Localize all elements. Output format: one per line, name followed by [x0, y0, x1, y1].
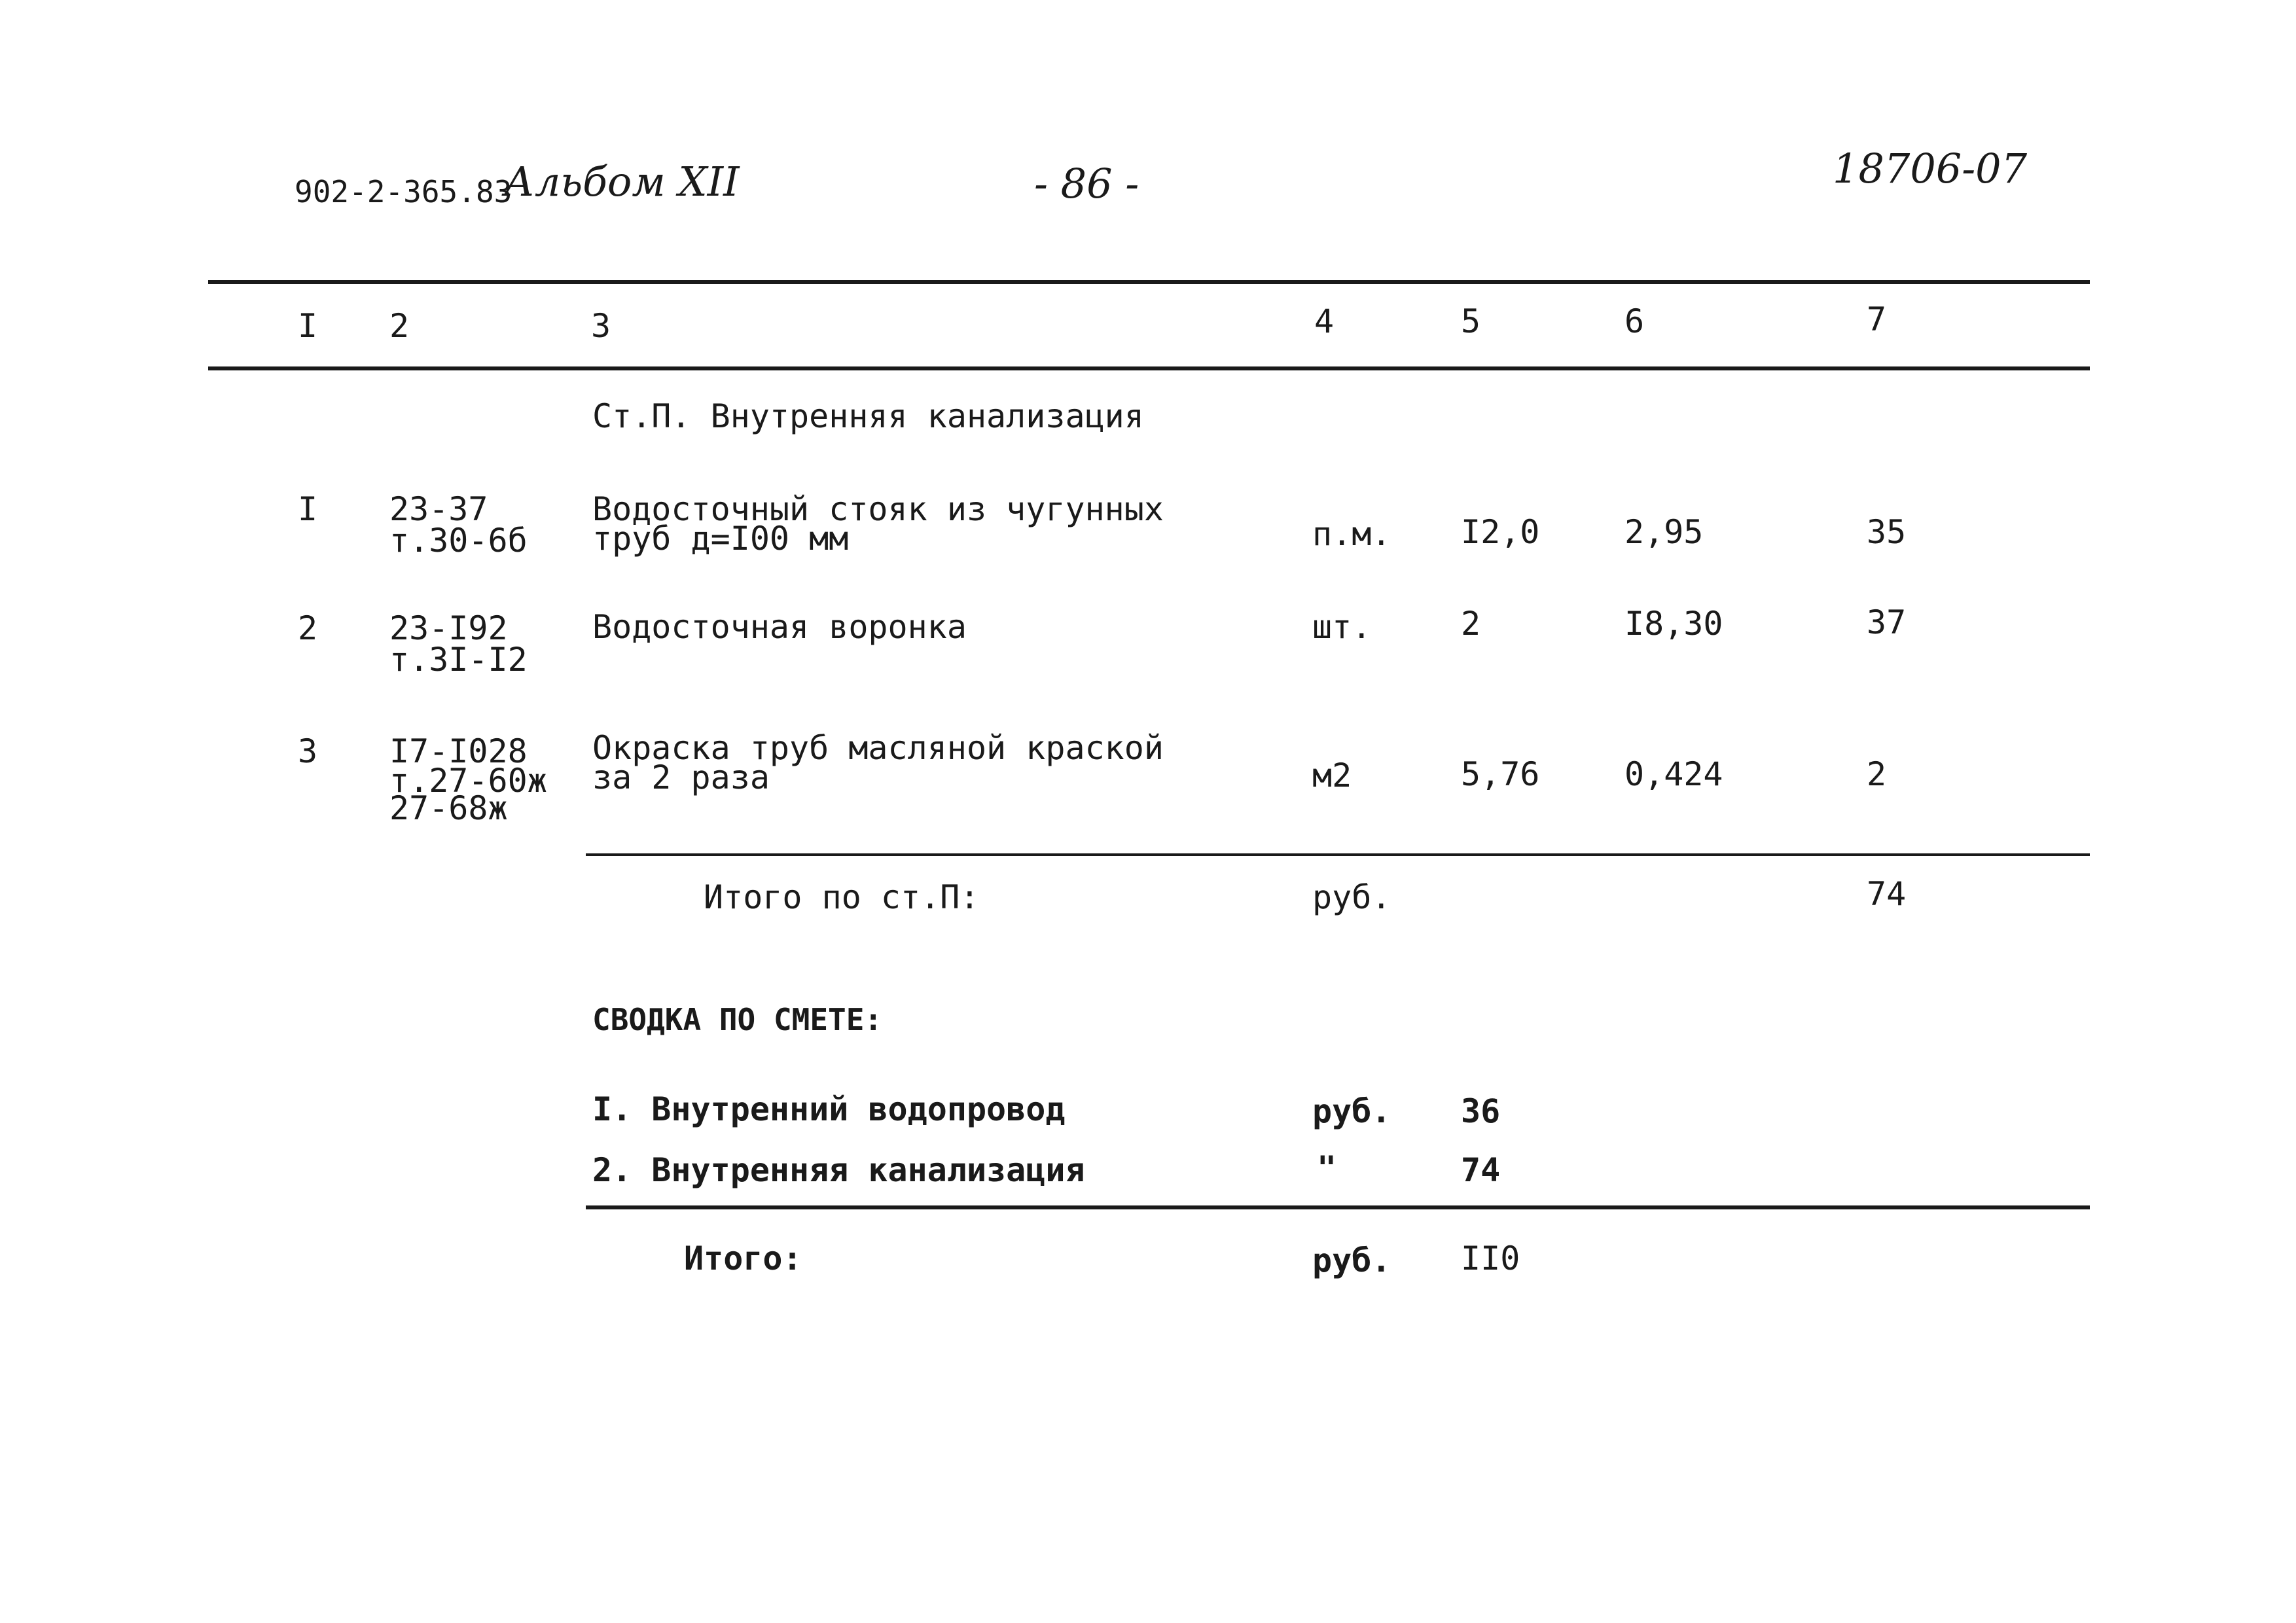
archive-number: 18706-07	[1833, 145, 2028, 192]
row-2-qty: 2	[1461, 605, 1481, 643]
doc-code: 902-2-365.83	[295, 174, 512, 209]
summary-item-1-label: I. Внутренний водопровод	[592, 1090, 1066, 1128]
row-3-code-a: I7-I028	[389, 732, 528, 770]
summary-item-2-unit: "	[1317, 1149, 1337, 1187]
summary-item-2-label: 2. Внутренняя канализация	[592, 1151, 1085, 1189]
summary-total-label: Итого:	[684, 1240, 802, 1277]
row-3-qty: 5,76	[1461, 755, 1540, 793]
row-2-price: I8,30	[1624, 605, 1723, 643]
row-1-desc-a: Водосточный стояк из чугунных	[592, 490, 1164, 528]
row-2-desc-a: Водосточная воронка	[592, 608, 967, 646]
summary-item-2-value: 74	[1461, 1151, 1501, 1189]
summary-total-unit: руб.	[1312, 1241, 1391, 1279]
summary-item-1-unit: руб.	[1312, 1092, 1391, 1130]
row-3-num: 3	[298, 732, 318, 770]
col-header-2: 2	[389, 307, 410, 345]
row-3-desc-a: Окраска труб масляной краской	[592, 729, 1164, 767]
summary-title: СВОДКА ПО СМЕТЕ:	[592, 1002, 883, 1037]
row-1-price: 2,95	[1624, 513, 1704, 551]
section-total-value: 74	[1867, 875, 1907, 913]
row-3-desc-b: за 2 раза	[592, 758, 770, 796]
row-2-num: 2	[298, 609, 318, 647]
col-header-6: 6	[1624, 302, 1645, 340]
section-title: Ст.П. Внутренняя канализация	[592, 397, 1144, 435]
row-1-unit: п.м.	[1312, 515, 1391, 553]
row-3-total: 2	[1867, 755, 1887, 793]
row-1-code-a: 23-37	[389, 490, 488, 528]
row-1-desc-b: труб д=I00 мм	[592, 520, 849, 558]
row-2-code-b: т.3I-I2	[389, 641, 528, 679]
summary-total-value: II0	[1461, 1240, 1520, 1277]
section-total-rule	[586, 853, 2090, 856]
summary-total-rule	[586, 1205, 2090, 1209]
col-header-1: I	[298, 307, 318, 345]
col-header-7: 7	[1867, 300, 1887, 338]
row-2-total: 37	[1867, 603, 1907, 641]
row-3-price: 0,424	[1624, 755, 1723, 793]
summary-item-1-value: 36	[1461, 1092, 1501, 1130]
header-bottom-rule	[208, 366, 2090, 370]
row-1-code-b: т.30-6б	[389, 522, 528, 560]
row-1-qty: I2,0	[1461, 513, 1540, 551]
row-3-code-b: т.27-60ж	[389, 762, 547, 800]
col-header-3: 3	[591, 307, 611, 345]
table-top-rule	[208, 280, 2090, 284]
row-1-total: 35	[1867, 513, 1907, 551]
section-total-unit: руб.	[1312, 878, 1391, 916]
row-2-unit: шт.	[1312, 608, 1372, 646]
album-label: Альбом XII	[504, 158, 740, 205]
page-number: - 86 -	[1034, 160, 1139, 207]
col-header-5: 5	[1461, 302, 1481, 340]
row-3-unit: м2	[1312, 757, 1352, 794]
row-1-num: I	[298, 490, 318, 528]
row-2-code-a: 23-I92	[389, 609, 508, 647]
col-header-4: 4	[1314, 302, 1335, 340]
section-total-label: Итого по ст.П:	[704, 878, 980, 916]
row-3-code-c: 27-68ж	[389, 789, 508, 827]
